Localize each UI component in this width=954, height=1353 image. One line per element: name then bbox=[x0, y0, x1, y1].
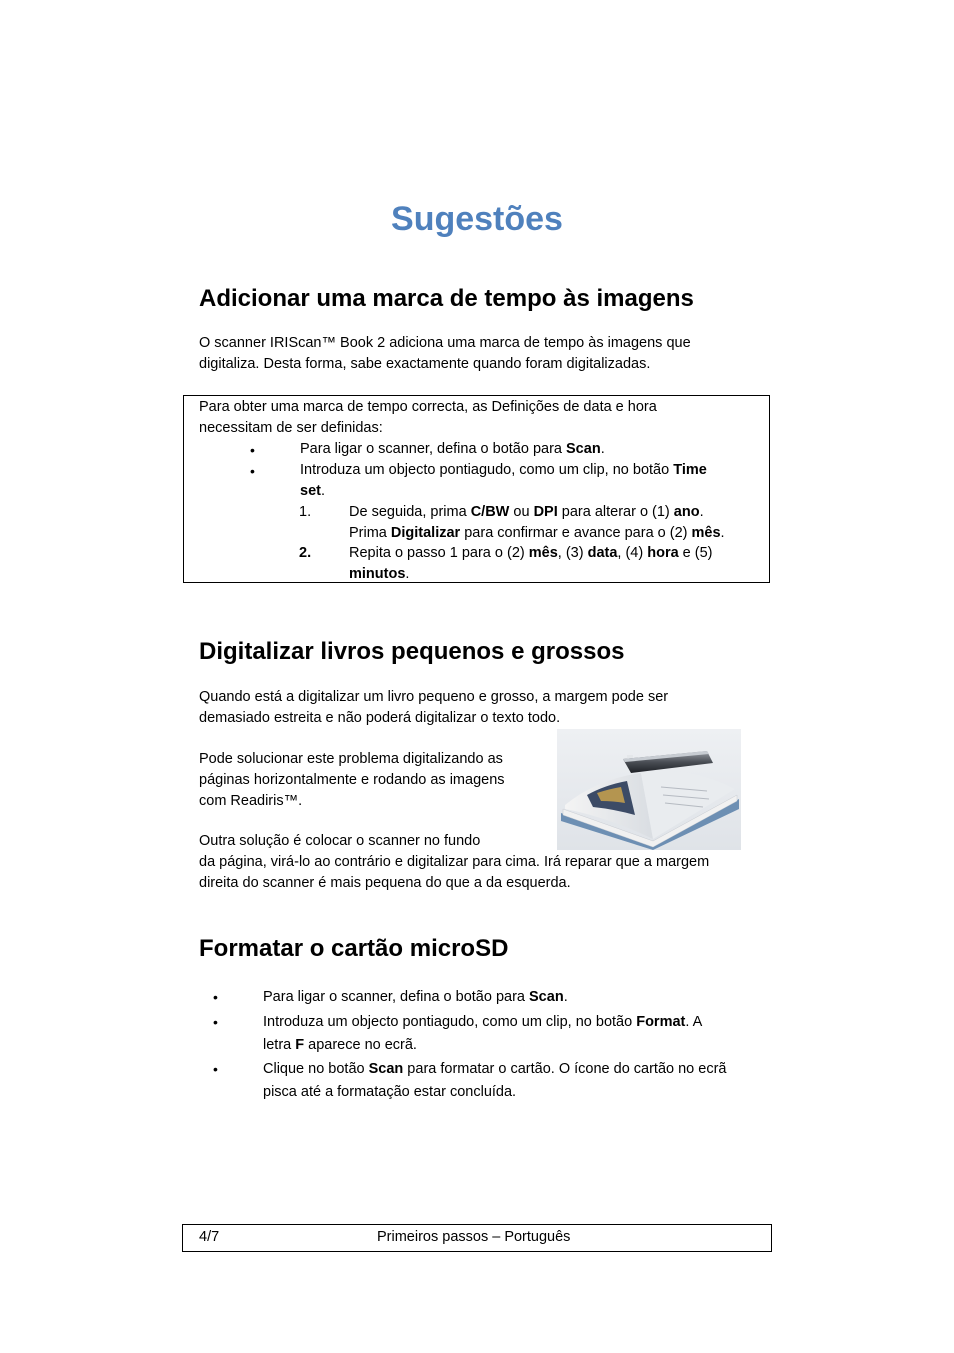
page-number: 4/7 bbox=[199, 1229, 220, 1245]
scanner-on-book-image bbox=[557, 729, 741, 850]
page-footer bbox=[182, 1224, 772, 1252]
books-paragraph-1: Quando está a digitalizar um livro pequeno e grosso, a margem pode ser demasiado estreita e não poderá digitalizar o texto todo. bbox=[199, 689, 669, 726]
note-bullet-scan: Para ligar o scanner, defina o botão para Scan. bbox=[300, 441, 605, 457]
section-heading-timestamp: Adicionar uma marca de tempo às imagens bbox=[199, 285, 694, 312]
timestamp-intro: O scanner IRIScan™ Book 2 adiciona uma marca de tempo às imagens que digitaliza. Desta forma, sabe exactamente quando foram digitalizadas. bbox=[199, 335, 691, 372]
bullet-dot: • bbox=[250, 442, 255, 458]
note-step-2: Repita o passo 1 para o (2) mês, (3) data, (4) hora e (5) minutos. bbox=[349, 545, 713, 582]
bullet-dot: • bbox=[213, 989, 218, 1005]
bullet-dot: • bbox=[213, 1061, 218, 1077]
format-bullet-scan: Para ligar o scanner, defina o botão para Scan. bbox=[263, 989, 568, 1005]
section-heading-microsd: Formatar o cartão microSD bbox=[199, 935, 509, 962]
footer-text: Primeiros passos – Português bbox=[377, 1229, 571, 1245]
step-number: 2. bbox=[299, 545, 312, 561]
note-step-1: De seguida, prima C/BW ou DPI para alterar o (1) ano. Prima Digitalizar para confirmar e avance para o (2) mês. bbox=[349, 504, 725, 541]
note-intro: Para obter uma marca de tempo correcta, as Definições de data e hora necessitam de ser definidas: bbox=[199, 399, 657, 436]
date-time-note-box bbox=[183, 395, 770, 583]
format-bullet-format: Introduza um objecto pontiagudo, como um clip, no botão Format. A letra F aparece no ecrã. bbox=[263, 1014, 703, 1053]
books-paragraph-3: Outra solução é colocar o scanner no fundo da página, virá-lo ao contrário e digitalizar para cima. Irá reparar que a margem direita do scanner é mais pequena do que a da esquerda. bbox=[199, 833, 710, 891]
section-heading-books: Digitalizar livros pequenos e grossos bbox=[199, 638, 625, 665]
page-title: Sugestões bbox=[391, 200, 563, 238]
bullet-dot: • bbox=[213, 1014, 218, 1030]
step-number: 1. bbox=[299, 504, 312, 520]
note-bullet-timeset: Introduza um objecto pontiagudo, como um clip, no botão Time set. bbox=[300, 462, 707, 499]
books-paragraph-2: Pode solucionar este problema digitalizando as páginas horizontalmente e rodando as imagens com Readiris™. bbox=[199, 751, 505, 809]
bullet-dot: • bbox=[250, 463, 255, 479]
format-bullet-blink: Clique no botão Scan para formatar o cartão. O ícone do cartão no ecrã pisca até a formatação estar concluída. bbox=[263, 1061, 727, 1100]
